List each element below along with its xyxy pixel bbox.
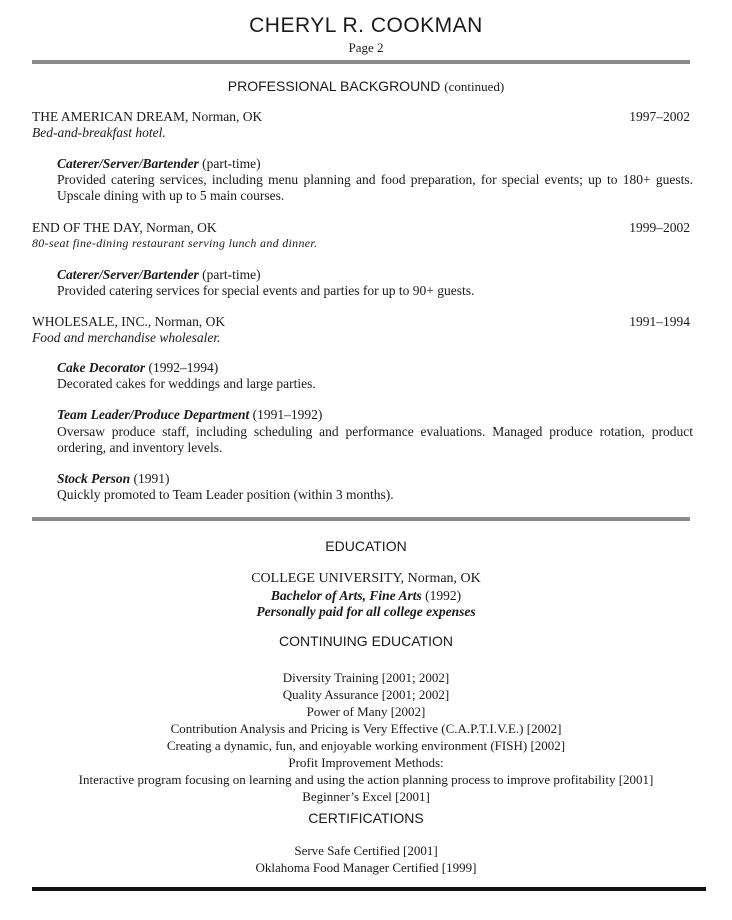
employer-name: WHOLESALE, INC., Norman, OK (32, 314, 226, 329)
role-description: Quickly promoted to Team Leader position (within 3 months). (57, 487, 394, 502)
list-item: Quality Assurance [2001; 2002] (282, 687, 450, 702)
section-title-certifications: CERTIFICATIONS (308, 810, 424, 826)
education-note: Personally paid for all college expenses (256, 604, 476, 619)
continued-label: (continued) (444, 79, 505, 94)
role-title: Stock Person (57, 471, 131, 486)
employer-dates: 1999–2002 (629, 220, 690, 235)
list-item: Power of Many [2002] (306, 704, 426, 719)
role-description: Oversaw produce staff, including scheduling and performance evaluations. Managed produce rotation, product ordering, and inventory levels. (57, 424, 693, 455)
list-item: Serve Safe Certified [2001] (294, 843, 438, 858)
section-rule (32, 517, 690, 521)
employer-name: END OF THE DAY, Norman, OK (32, 220, 217, 235)
footer-rule (32, 887, 706, 891)
role-period: (part-time) (202, 156, 261, 171)
list-item: Beginner’s Excel [2001] (302, 789, 430, 804)
role-description: Provided catering services for special events and parties for up to 90+ guests. (57, 283, 475, 298)
section-title-continuing-education: CONTINUING EDUCATION (279, 633, 453, 649)
section-title-professional (0, 78, 732, 95)
list-item: Interactive program focusing on learning and using the action planning process to improve profitability [2001] (78, 772, 654, 787)
page-number: Page 2 (348, 40, 384, 55)
section-title-education: EDUCATION (325, 538, 407, 554)
role-heading (57, 267, 261, 283)
employer-description: Bed-and-breakfast hotel. (32, 125, 166, 140)
list-item: Diversity Training [2001; 2002] (282, 670, 450, 685)
list-item: Contribution Analysis and Pricing is Very Effective (C.A.P.T.I.V.E.) [2002] (170, 721, 562, 736)
list-item: Creating a dynamic, fun, and enjoyable working environment (FISH) [2002] (166, 738, 566, 753)
list-item: Oklahoma Food Manager Certified [1999] (255, 860, 477, 875)
degree-line (0, 587, 732, 604)
role-title: Caterer/Server/Bartender (57, 156, 199, 171)
role-heading (57, 471, 170, 487)
role-description: Decorated cakes for weddings and large parties. (57, 376, 316, 391)
role-period: (1991–1992) (252, 407, 323, 422)
role-title: Caterer/Server/Bartender (57, 267, 199, 282)
certifications-list (0, 842, 732, 876)
role-description: Provided catering services, including menu planning and food preparation, for special events; up to 180+ guests. Upscale dining with up to 5 main courses. (57, 172, 693, 203)
school-name: COLLEGE UNIVERSITY, Norman, OK (251, 571, 481, 586)
candidate-name: CHERYL R. COOKMAN (249, 14, 483, 37)
employer-dates: 1991–1994 (629, 314, 690, 329)
role-heading (57, 156, 261, 172)
degree-name: Bachelor of Arts, Fine Arts (270, 588, 422, 603)
continuing-education-list (0, 669, 732, 805)
role-period: (1992–1994) (148, 360, 219, 375)
employer-dates: 1997–2002 (629, 109, 690, 124)
header-rule (32, 60, 690, 64)
role-period: (part-time) (202, 267, 261, 282)
list-item: Profit Improvement Methods: (288, 755, 444, 770)
employer-name: THE AMERICAN DREAM, Norman, OK (32, 109, 263, 124)
role-title: Cake Decorator (57, 360, 146, 375)
role-heading (57, 407, 322, 423)
employer-description: Food and merchandise wholesaler. (32, 330, 221, 345)
employer-description: 80-seat fine-dining restaurant serving lunch and dinner. (32, 236, 318, 250)
role-title: Team Leader/Produce Department (57, 407, 250, 422)
degree-year: (1992) (425, 588, 462, 603)
role-heading (57, 360, 218, 376)
role-period: (1991) (133, 471, 170, 486)
professional-heading: PROFESSIONAL BACKGROUND (227, 78, 441, 94)
